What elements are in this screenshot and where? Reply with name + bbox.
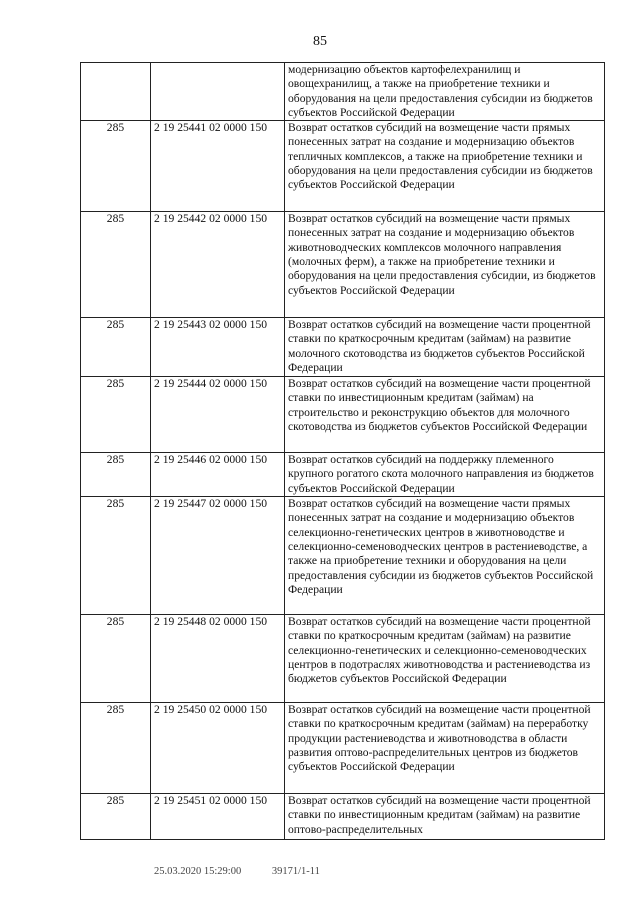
table-row	[81, 377, 605, 453]
budget-code-cell: 2 19 25441 02 0000 150	[151, 121, 285, 212]
description-cell: Возврат остатков субсидий на возмещение части процентной ставки по краткосрочным кредитам (займам) на развитие молочного скотоводства из бюджетов субъектов Российской Федерации	[285, 318, 605, 377]
description-cell: Возврат остатков субсидий на возмещение части прямых понесенных затрат на создание и модернизацию объектов тепличных комплексов, а также на приобретение техники и оборудования на цели предоставления субсидии из бюджетов субъектов Российской Федерации	[285, 121, 605, 212]
description-cell: модернизацию объектов картофелехранилищ и овощехранилищ, а также на приобретение техники и оборудования на цели предоставления субсидии из бюджетов субъектов Российской Федерации	[285, 63, 605, 121]
admin-code-cell: 285	[81, 497, 151, 615]
document-footer	[154, 866, 348, 877]
page-number: 85	[313, 34, 327, 49]
budget-code-cell: 2 19 25444 02 0000 150	[151, 377, 285, 453]
budget-code-cell: 2 19 25451 02 0000 150	[151, 794, 285, 840]
description-cell: Возврат остатков субсидий на возмещение части процентной ставки по краткосрочным кредитам (займам) на переработку продукции растениеводства и животноводства в области развития оптово-распределительных центров из бюджетов субъектов Российской Федерации	[285, 703, 605, 794]
footer-timestamp: 25.03.2020 15:29:00	[154, 866, 242, 877]
admin-code-cell: 285	[81, 121, 151, 212]
admin-code-cell: 285	[81, 703, 151, 794]
table-row	[81, 794, 605, 840]
admin-code-cell	[81, 63, 151, 121]
table-row	[81, 318, 605, 377]
table-row	[81, 497, 605, 615]
admin-code-cell: 285	[81, 318, 151, 377]
budget-code-cell: 2 19 25450 02 0000 150	[151, 703, 285, 794]
description-cell: Возврат остатков субсидий на возмещение части прямых понесенных затрат на создание и модернизацию объектов животноводческих комплексов молочного направления (молочных ферм), а также на приобретение техники и оборудования на цели предоставления субсидии, из бюджетов субъектов Российской Федерации	[285, 212, 605, 318]
budget-code-cell: 2 19 25442 02 0000 150	[151, 212, 285, 318]
budget-code-cell: 2 19 25446 02 0000 150	[151, 453, 285, 497]
admin-code-cell: 285	[81, 212, 151, 318]
description-cell: Возврат остатков субсидий на возмещение части прямых понесенных затрат на создание и модернизацию объектов селекционно-генетических центров в животноводстве и селекционно-семеноводческих центров в растениеводстве, а также на приобретение техники и оборудования на цели предоставления субсидии из бюджетов субъектов Российской Федерации	[285, 497, 605, 615]
budget-code-cell: 2 19 25448 02 0000 150	[151, 615, 285, 703]
admin-code-cell: 285	[81, 615, 151, 703]
budget-code-cell: 2 19 25443 02 0000 150	[151, 318, 285, 377]
budget-code-cell	[151, 63, 285, 121]
admin-code-cell: 285	[81, 453, 151, 497]
description-cell: Возврат остатков субсидий на возмещение части процентной ставки по инвестиционным кредитам (займам) на строительство и реконструкцию объектов для молочного скотоводства из бюджетов субъектов Российской Федерации	[285, 377, 605, 453]
footer-doc-id: 39171/1-11	[271, 866, 320, 877]
table-row	[81, 453, 605, 497]
admin-code-cell: 285	[81, 794, 151, 840]
description-cell: Возврат остатков субсидий на поддержку племенного крупного рогатого скота молочного направления из бюджетов субъектов Российской Федерации	[285, 453, 605, 497]
budget-classification-table	[80, 62, 605, 840]
table-row	[81, 121, 605, 212]
table-row	[81, 63, 605, 121]
budget-code-cell: 2 19 25447 02 0000 150	[151, 497, 285, 615]
admin-code-cell: 285	[81, 377, 151, 453]
table-row	[81, 212, 605, 318]
description-cell: Возврат остатков субсидий на возмещение части процентной ставки по краткосрочным кредитам (займам) на развитие селекционно-генетических и селекционно-семеноводческих центров в подотраслях животноводства и растениеводства из бюджетов субъектов Российской Федерации	[285, 615, 605, 703]
description-cell: Возврат остатков субсидий на возмещение части процентной ставки по инвестиционным кредитам (займам) на развитие оптово-распределительных	[285, 794, 605, 840]
table-row	[81, 615, 605, 703]
table-row	[81, 703, 605, 794]
